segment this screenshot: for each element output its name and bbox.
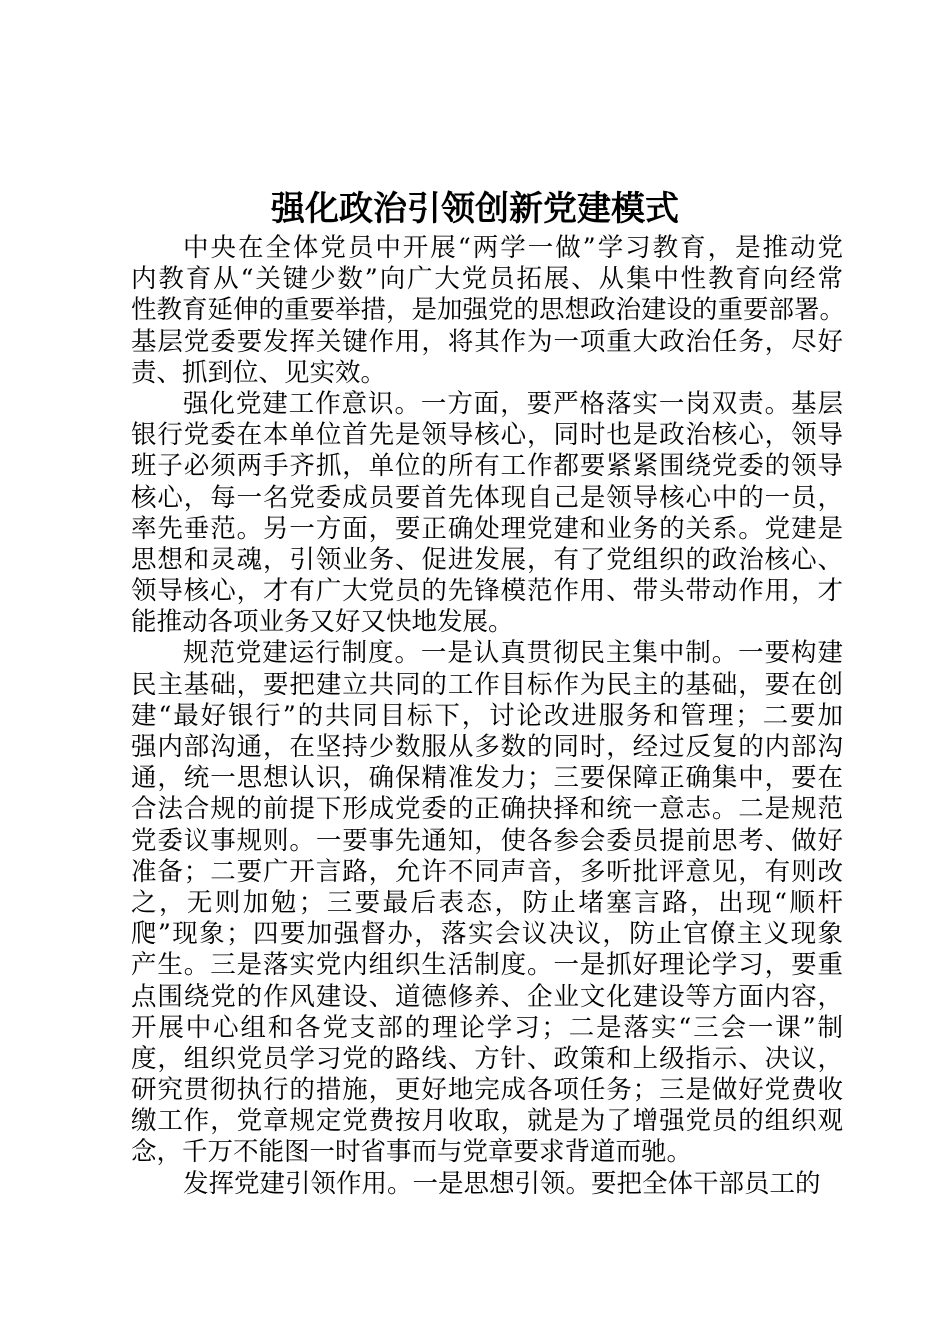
paragraph-line: 研究贯彻执行的措施，更好地完成各项任务；三是做好党费收 — [131, 1075, 843, 1106]
paragraph-line: 强内部沟通，在坚持少数服从多数的同时，经过反复的内部沟 — [131, 732, 843, 762]
paragraph-line: 核心，每一名党委成员要首先体现自己是领导核心中的一员， — [131, 482, 843, 513]
paragraph-line: 党委议事规则。一要事先通知，使各参会委员提前思考、做好 — [131, 825, 843, 856]
paragraph-line: 银行党委在本单位首先是领导核心，同时也是政治核心，领导 — [131, 420, 843, 451]
paragraph-line: 缴工作，党章规定党费按月收取，就是为了增强党员的组织观 — [131, 1106, 843, 1137]
paragraph-line: 产生。三是落实党内组织生活制度。一是抓好理论学习，要重 — [131, 950, 843, 981]
paragraph-line: 通，统一思想认识，确保精准发力；三要保障正确集中，要在 — [131, 763, 843, 794]
paragraph-line: 责、抓到位、见实效。 — [131, 357, 387, 388]
paragraph-line: 民主基础，要把建立共同的工作目标作为民主的基础，要在创 — [131, 669, 843, 700]
paragraph-line: 点围绕党的作风建设、道德修养、企业文化建设等方面内容， — [131, 981, 843, 1012]
paragraph-line: 准备；二要广开言路，允许不同声音，多听批评意见，有则改 — [131, 856, 843, 887]
paragraph-line: 领导核心，才有广大党员的先锋模范作用、带头带动作用，才 — [131, 576, 843, 607]
document-body — [131, 233, 846, 1200]
paragraph-line: 合法合规的前提下形成党委的正确抉择和统一意志。二是规范 — [131, 794, 843, 825]
paragraph-line: 班子必须两手齐抓，单位的所有工作都要紧紧围绕党委的领导 — [131, 451, 843, 482]
paragraph-line: 念，千万不能图一时省事而与党章要求背道而驰。 — [131, 1137, 693, 1168]
paragraph-line: 开展中心组和各党支部的理论学习；二是落实“三会一课”制 — [131, 1012, 843, 1043]
paragraph-line: 率先垂范。另一方面，要正确处理党建和业务的关系。党建是 — [131, 513, 843, 544]
paragraph-line: 思想和灵魂，引领业务、促进发展，有了党组织的政治核心、 — [131, 544, 843, 575]
paragraph-line: 度，组织党员学习党的路线、方针、政策和上级指示、决议， — [131, 1043, 843, 1074]
paragraph-line: 中央在全体党员中开展“两学一做”学习教育，是推动党 — [183, 233, 843, 263]
paragraph-line: 内教育从“关键少数”向广大党员拓展、从集中性教育向经常 — [131, 264, 843, 295]
paragraph-line: 能推动各项业务又好又快地发展。 — [131, 607, 514, 638]
document-title: 强化政治引领创新党建模式 — [271, 189, 679, 229]
paragraph-line: 发挥党建引领作用。一是思想引领。要把全体干部员工的 — [183, 1168, 821, 1199]
paragraph-line: 之，无则加勉；三要最后表态，防止堵塞言路，出现“顺杆 — [131, 887, 843, 918]
paragraph-line: 规范党建运行制度。一是认真贯彻民主集中制。一要构建 — [183, 638, 843, 669]
paragraph-line: 强化党建工作意识。一方面，要严格落实一岗双责。基层 — [183, 388, 843, 419]
paragraph-line: 基层党委要发挥关键作用，将其作为一项重大政治任务，尽好 — [131, 326, 843, 357]
paragraph-line: 性教育延伸的重要举措，是加强党的思想政治建设的重要部署。 — [131, 295, 846, 326]
paragraph-line: 建“最好银行”的共同目标下，讨论改进服务和管理；二要加 — [131, 700, 843, 731]
paragraph-line: 爬”现象；四要加强督办，落实会议决议，防止官僚主义现象 — [131, 919, 843, 950]
